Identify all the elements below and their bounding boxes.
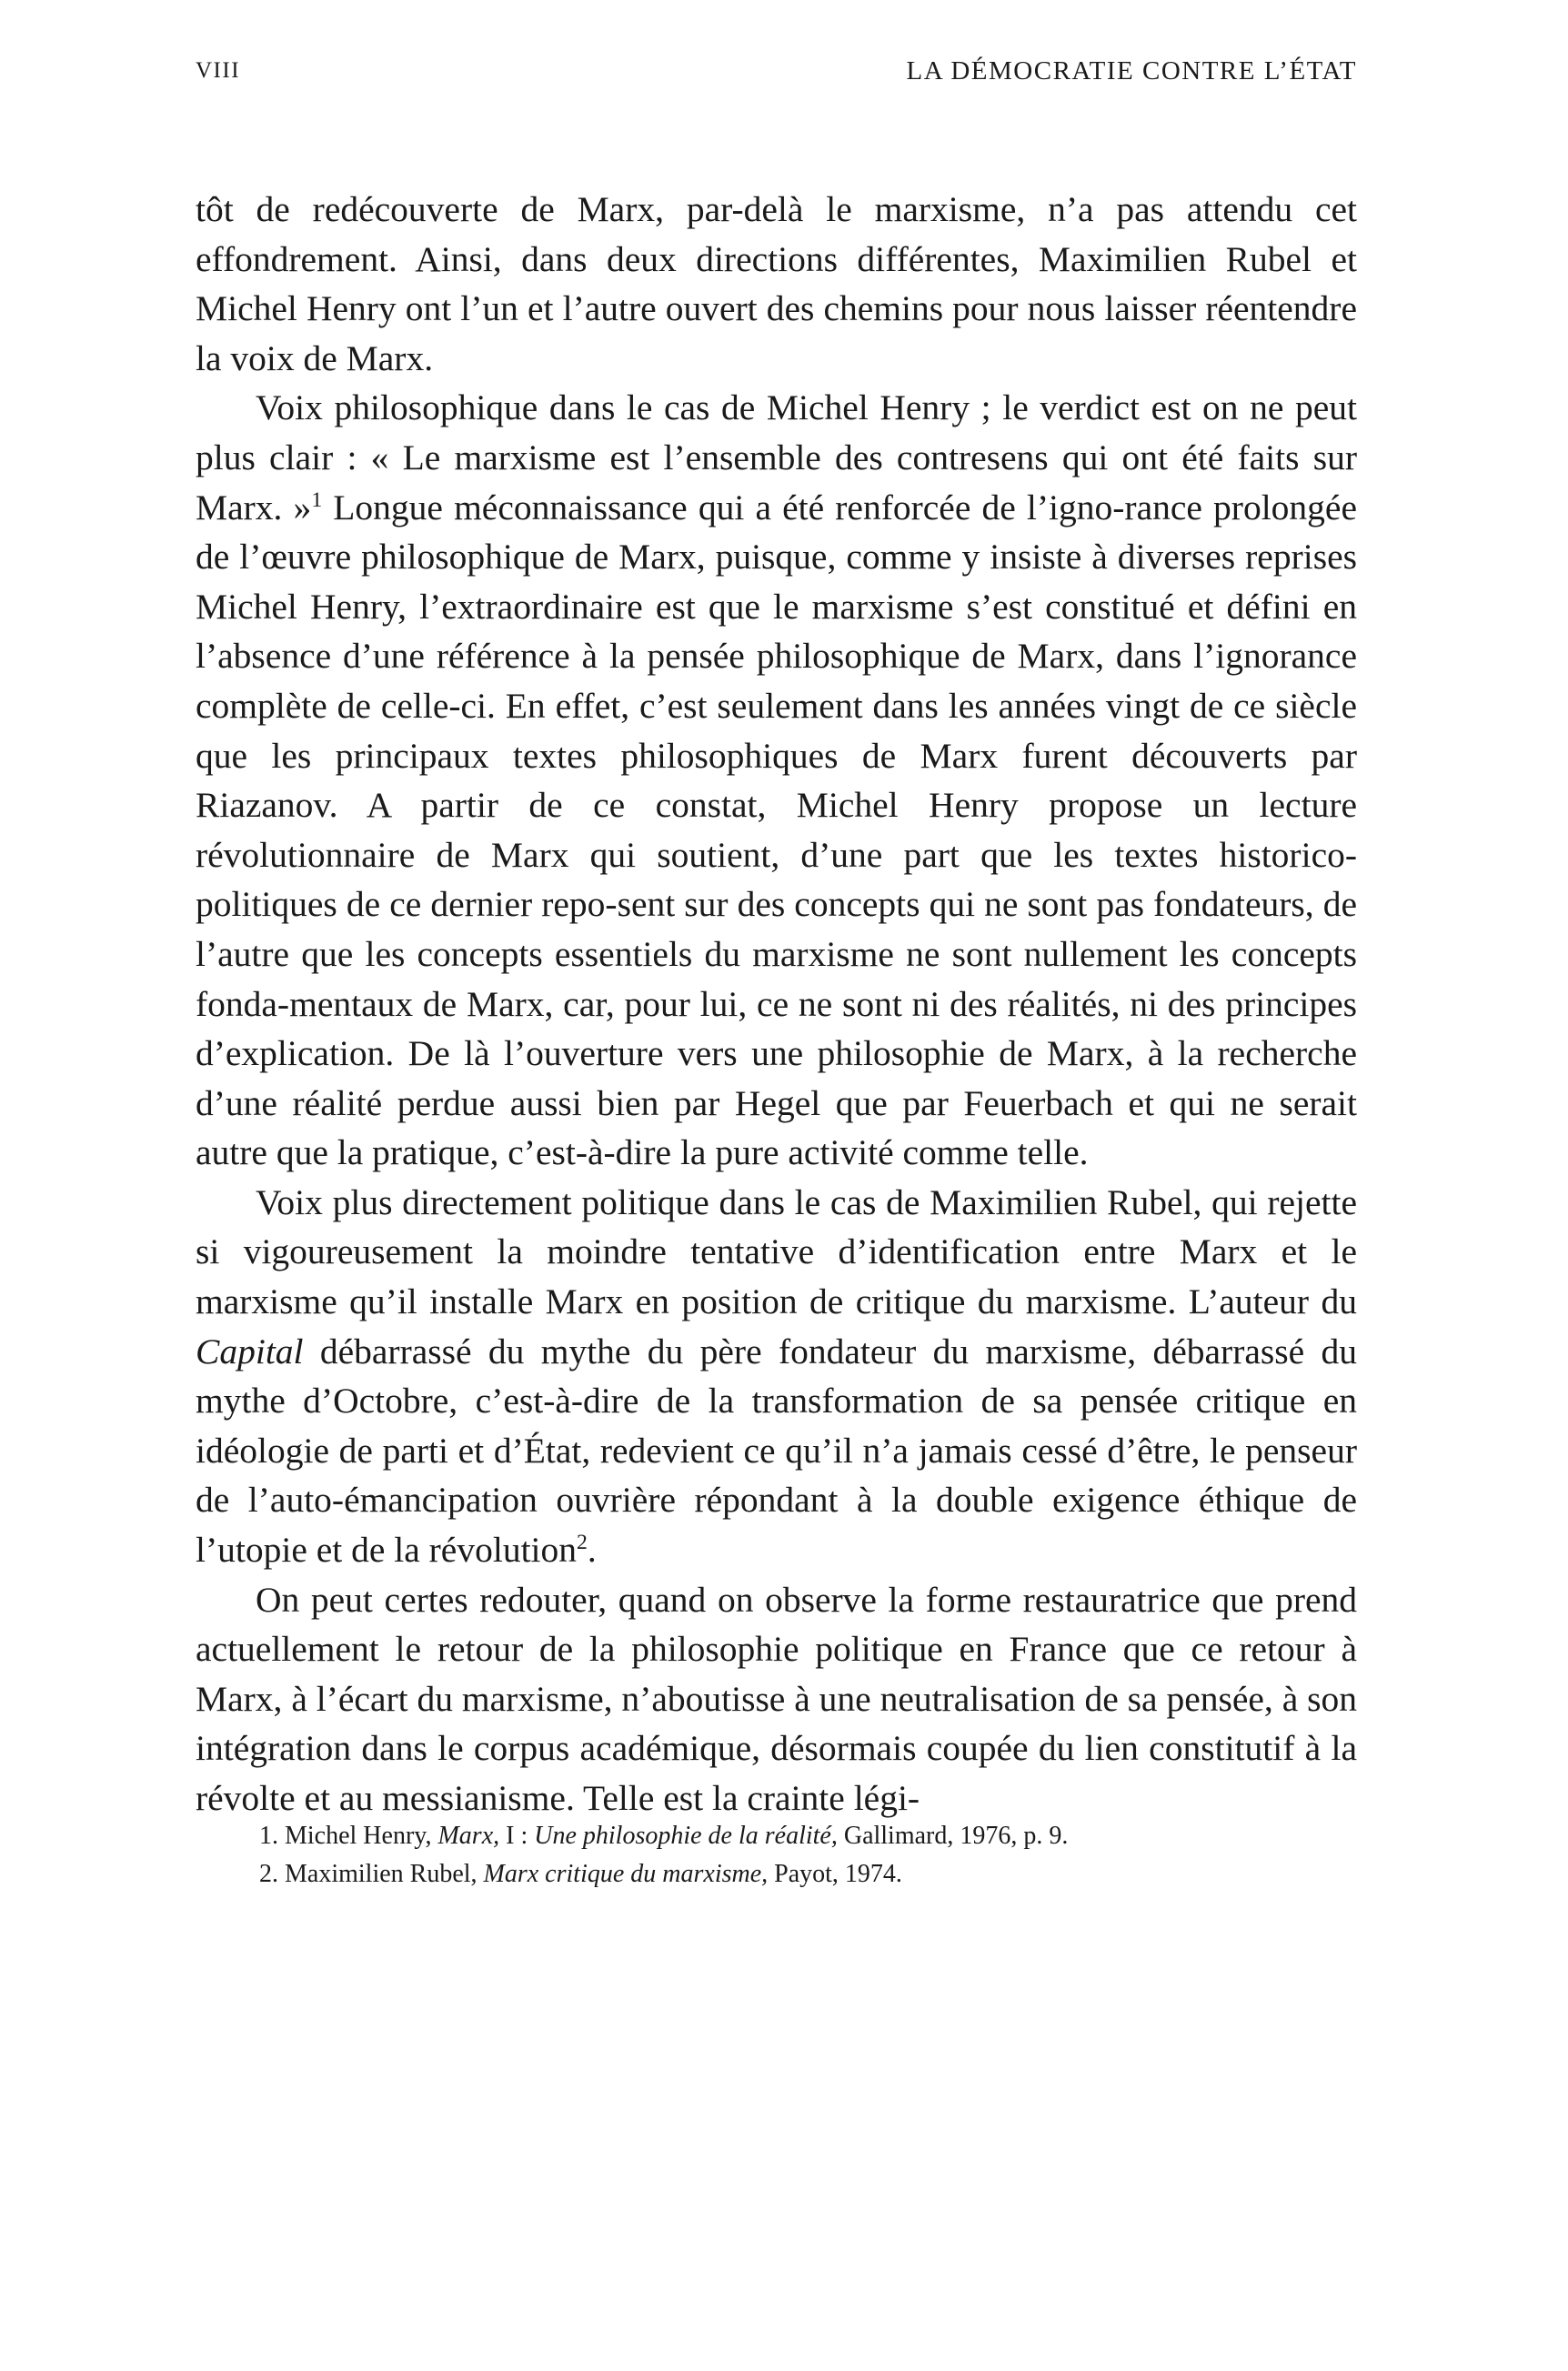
footnote-2-rest: Payot, 1974.	[768, 1860, 902, 1888]
paragraph-1-text: tôt de redécouverte de Marx, par-delà le marxisme, n’a pas attendu cet effondrement. Ainsi, dans deux directions différentes, Maximilien Rubel et Michel Henry ont l’un et l’autre ouvert des chemins pour nous laisser réentendre la voix de Marx.	[196, 189, 1357, 378]
paragraph-3-text-a: Voix plus directement politique dans le cas de Maximilien Rubel, qui rejette si vigoureusement la moindre tentative d’identification entre Marx et le marxisme qu’il installe Marx en position de critique du marxisme. L’auteur du	[196, 1181, 1357, 1322]
paragraph-2-text-a: Voix philosophique dans le cas de Michel Henry ; le verdict est on ne peut plus clair : « Le marxisme est l’ensemble des contresens qui ont été faits sur Marx. »	[196, 387, 1357, 527]
running-title: LA DÉMOCRATIE CONTRE L’ÉTAT	[906, 56, 1357, 85]
footnote-1	[259, 1817, 1351, 1855]
footnote-ref-1: 1	[311, 487, 323, 512]
paragraph-2	[196, 383, 1357, 1178]
footnote-1-number: 1.	[259, 1822, 278, 1850]
book-title-capital: Capital	[196, 1331, 304, 1371]
footnotes	[259, 1817, 1351, 1894]
paragraph-1	[196, 185, 1357, 383]
footnote-1-title-a: Marx,	[437, 1822, 500, 1850]
paragraph-3-text-c: .	[587, 1530, 597, 1571]
paragraph-4	[196, 1575, 1357, 1823]
footnote-1-author: Michel Henry,	[285, 1822, 432, 1850]
body-text	[196, 185, 1357, 1823]
footnote-2-title: Marx critique du marxisme,	[483, 1860, 769, 1888]
paragraph-3-text-b: débarrassé du mythe du père fondateur du marxisme, débarrassé du mythe d’Octobre, c’est-à-dire de la transformation de sa pensée critique en idéologie de parti et d’État, redevient ce qu’il n’a jamais cessé d’être, le penseur de l’auto-émancipation ouvrière répondant à la double exigence éthique de l’utopie et de la révolution	[196, 1331, 1357, 1571]
footnote-1-mid: I :	[499, 1822, 535, 1850]
footnote-2	[259, 1855, 1351, 1894]
footnote-1-rest: Gallimard, 1976, p. 9.	[837, 1822, 1069, 1850]
paragraph-4-text: On peut certes redouter, quand on observe la forme restauratrice que prend actuellement le retour de la philosophie politique en France que ce retour à Marx, à l’écart du marxisme, n’aboutisse à une neutralisation de sa pensée, à son intégration dans le corpus académique, désormais coupée du lien constitutif à la révolte et au messianisme. Telle est la crainte légi-	[196, 1579, 1357, 1818]
footnote-ref-2: 2	[577, 1530, 588, 1554]
paragraph-3	[196, 1178, 1357, 1575]
paragraph-2-text-b: Longue méconnaissance qui a été renforcée de l’igno-rance prolongée de l’œuvre philosophique de Marx, puisque, comme y insiste à diverses reprises Michel Henry, l’extraordinaire est que le marxisme s’est constitué et défini en l’absence d’une référence à la pensée philosophique de Marx, dans l’ignorance complète de celle-ci. En effet, c’est seulement dans les années vingt de ce siècle que les principaux textes philosophiques de Marx furent découverts par Riazanov. A partir de ce constat, Michel Henry propose un lecture révolutionnaire de Marx qui soutient, d’une part que les textes historico-politiques de ce dernier repo-sent sur des concepts qui ne sont pas fondateurs, de l’autre que les concepts essentiels du marxisme ne sont nullement les concepts fonda-mentaux de Marx, car, pour lui, ce ne sont ni des réalités, ni des principes d’explication. De là l’ouverture vers une philosophie de Marx, à la recherche d’une réalité perdue aussi bien par Hegel que par Feuerbach et qui ne serait autre que la pratique, c’est-à-dire la pure activité comme telle.	[196, 487, 1357, 1173]
page-number: VIII	[196, 58, 241, 83]
footnote-1-title-b: Une philosophie de la réalité,	[534, 1822, 838, 1850]
footnote-2-number: 2.	[259, 1860, 278, 1888]
footnote-2-author: Maximilien Rubel,	[285, 1860, 477, 1888]
